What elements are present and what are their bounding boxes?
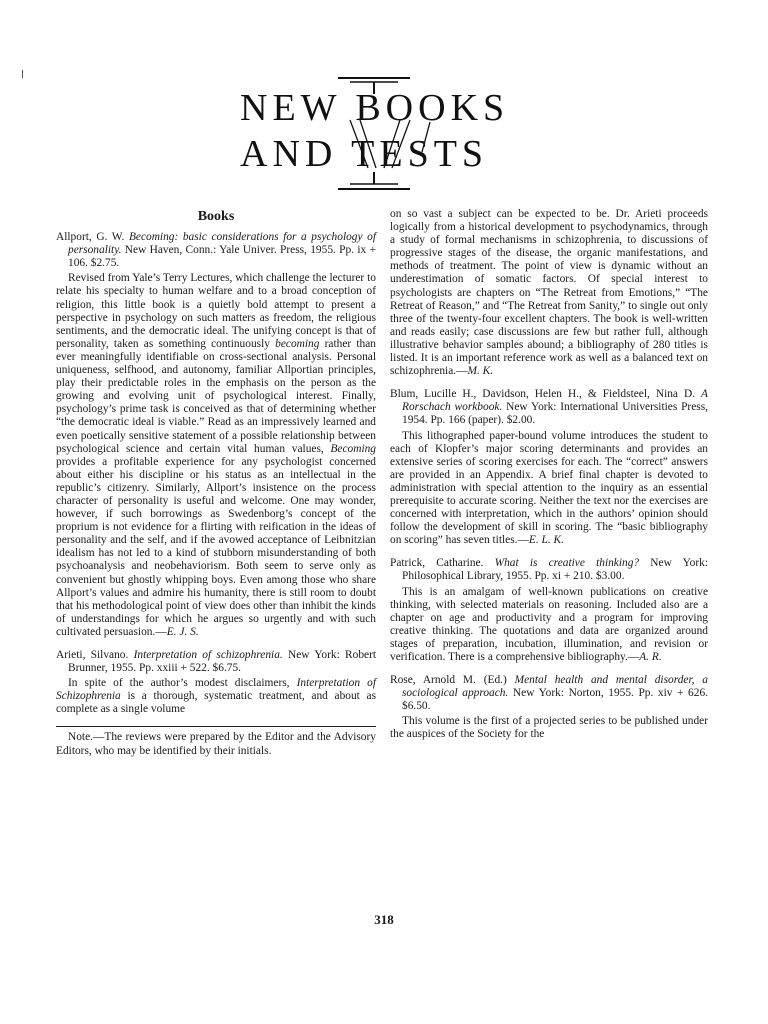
citation-publisher: New York: Robert Brunner, 1955. Pp. xxiii + 522. $6.75.	[68, 649, 377, 675]
reviewer-initials: E. L. K.	[528, 534, 565, 547]
reviewer-initials: E. J. S.	[166, 625, 199, 638]
review-entry-rose	[390, 674, 708, 741]
citation-blum	[390, 388, 708, 427]
review-text-part: This is an amalgam of well-known publications on creative thinking, with selected materials on reasoning. Included also are a chapter on age and productivity and a program for improving creative thinking. The quotations and data are organized around stages of preparation, incubation, illumination, and revision or verification. There is a comprehensive bibliography.—	[390, 585, 708, 663]
citation-arieti	[56, 649, 376, 675]
masthead-line-1: NEW BOOKS	[240, 87, 510, 129]
review-text-rose: This volume is the first of a projected series to be published under the auspices of the Society for the	[390, 715, 708, 741]
review-entry-allport	[56, 231, 376, 639]
citation-publisher: New Haven, Conn.: Yale Univer. Press, 1955. Pp. ix + 106. $2.75.	[68, 244, 376, 270]
citation-author: Patrick, Catharine.	[390, 557, 495, 570]
citation-author: Blum, Lucille H., Davidson, Helen H., & Fieldsteel, Nina D.	[390, 388, 702, 401]
review-text-part: provides a profitable experience for any psychologist concerned about either his discipline or his status as an intellectual in the republic’s citizenry. Similarly, Allport’s insistence on the process character of personality is useful and welcome. One may wonder, however, if such borrowings as Swedenborg’s concept of the proprium is not evidence for a flirting with reification in the ideas of personality and the self, and if the avowed acceptance of Leibnitzian idealism has not led to a kind of stubborn misunderstanding of both psychoanalysis and neobehaviorism. Both seem to serve only as convenient but ghostly whipping boys. Even among those who share Allport’s values and admire his humanity, there is still room to doubt that his methodological point of view does other than inhibit the kinds of understandings for which he argues so urgently and with such cultivated persuasion.—	[56, 455, 376, 638]
citation-rose	[390, 674, 708, 713]
review-text-part: rather than ever meaningfully identifiable on cross-sectional analysis. Personal uniqueness, selfhood, and autonomy, familiar Allportian principles, play their predictable roles in the emphasis on the person as the growing and evolving unit of psychological interest. Finally, psychology’s prime task is conceived as that of determining whether “the democratic ideal is viable.” Read as an impressively learned and even poetically sensitive statement of a possible relationship between psychological science and certain vital human values,	[56, 337, 376, 455]
page-number: 318	[374, 912, 394, 927]
citation-allport	[56, 231, 376, 270]
citation-title: Becoming: basic considerations for a psychology of personality.	[68, 231, 376, 257]
citation-publisher: New York: Norton, 1955. Pp. xiv + 626. $6.50.	[402, 687, 708, 713]
review-entry-blum	[390, 388, 708, 547]
citation-title: What is creative thinking?	[494, 557, 640, 570]
reviewer-initials: M. K.	[467, 365, 494, 378]
citation-author: Allport, G. W.	[56, 231, 129, 244]
masthead-logo	[200, 72, 570, 202]
review-text-arieti	[56, 677, 376, 716]
review-emphasis: Becoming	[330, 442, 376, 455]
citation-publisher: New York: International Universities Press, 1954. Pp. 166 (paper). $2.00.	[402, 401, 708, 427]
review-text-allport	[56, 272, 376, 639]
editor-note: Note.—The reviews were prepared by the Editor and the Advisory Editors, who may be identified by their initials.	[56, 731, 376, 757]
right-column	[390, 208, 708, 752]
review-text-part: is a thorough, systematic treatment, and about as complete as a single volume	[56, 690, 376, 716]
citation-patrick	[390, 557, 708, 583]
review-text-part: Revised from Yale’s Terry Lectures, which challenge the lecturer to relate his specialty to human welfare and to a broad conception of religion, this little book is a quietly bold attempt to present a perspective in psychology on such matters as freedom, the religious sentiments, and the democratic ideal. The unifying concept is that of personality, taken as something continuously	[56, 272, 376, 350]
review-emphasis: Interpretation of Schizophrenia	[56, 677, 376, 703]
reviewer-initials: A. R.	[639, 651, 662, 663]
review-text-part: on so vast a subject can be expected to be. Dr. Arieti proceeds logically from a historical development to psychodynamics, through a study of formal mechanisms in schizophrenia, to discussions of progressive stages of the disease, the organic manifestations, and methods of treatment. The point of view is dynamic without an underestimation of somatic factors. Of special interest to psychologists are chapters on “The Retreat from Emotions,” “The Retreat of Reason,” and “The Retreat from Sanity,” to single out only three of the twenty-four excellent chapters. The book is well-written and reads easily; case discussions are few but rather full, although illustrative behavior samples abound; a bibliography of 280 titles is listed. It is an important reference work as well as a balanced text on schizophrenia.—	[390, 208, 708, 378]
citation-title: Interpretation of schizophrenia.	[133, 649, 283, 661]
citation-author: Arieti, Silvano.	[56, 649, 134, 661]
left-column	[56, 206, 376, 758]
citation-title: A Rorschach workbook.	[402, 388, 708, 414]
review-entry-arieti	[56, 649, 376, 716]
citation-publisher: New York: Philosophical Library, 1955. Pp. xi + 210. $3.00.	[402, 557, 709, 583]
review-entry-patrick	[390, 557, 708, 664]
review-text-patrick	[390, 586, 708, 665]
review-text-part: This lithographed paper-bound volume introduces the student to each of Klopfer’s major scoring determinants and provides an extensive series of scoring exercises for each. The “correct” answers are provided in an Appendix. A brief final chapter is devoted to administration with special attention to the inquiry as an essential prerequisite to accurate scoring. Neither the text nor the exercises are concerned with interpretation, which in the authors’ opinion should follow the development of skill in scoring. The “basic bibliography on scoring” has seven titles.—	[390, 429, 708, 547]
review-emphasis: becoming	[275, 337, 320, 350]
review-text-part: In spite of the author’s modest disclaimers,	[68, 677, 297, 690]
citation-author: Rose, Arnold M. (Ed.)	[390, 674, 515, 687]
footnote-divider	[56, 726, 376, 727]
citation-title: Mental health and mental disorder, a sociological approach.	[402, 674, 708, 700]
review-text-arieti-continued	[390, 208, 708, 378]
section-title-books: Books	[197, 209, 235, 224]
review-entry-arieti-continued	[390, 208, 708, 378]
margin-mark	[22, 70, 23, 78]
review-text-blum	[390, 430, 708, 548]
masthead-line-2: AND TESTS	[240, 133, 489, 175]
